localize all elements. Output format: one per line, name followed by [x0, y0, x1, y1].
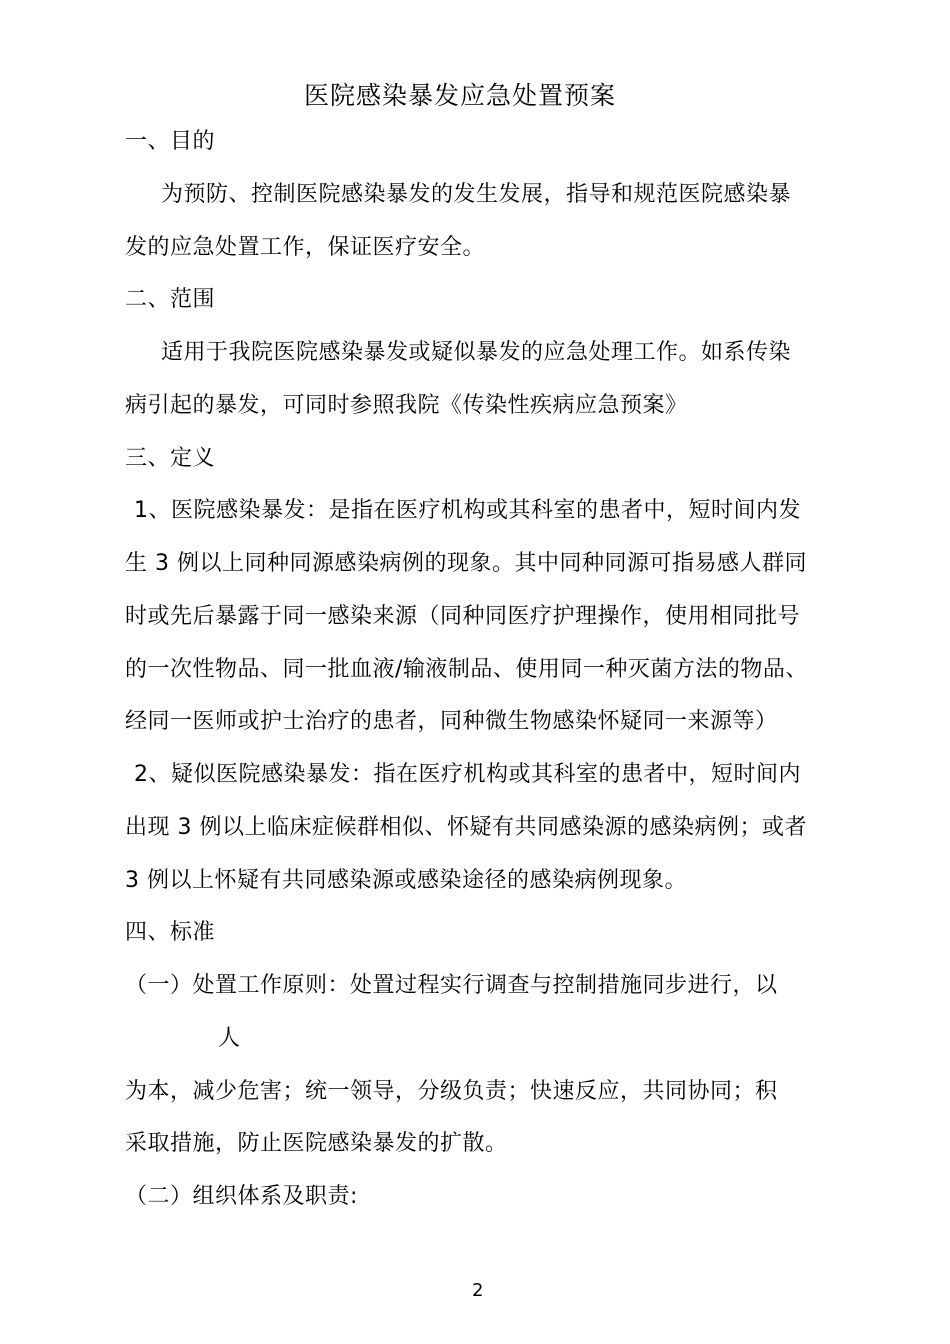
definition-line: 出现 3 例以上临床症候群相似、怀疑有共同感染源的感染病例；或者	[125, 815, 807, 840]
standard-line: （一）处置工作原则：处置过程实行调查与控制措施同步进行，以	[125, 973, 778, 998]
definition-line: 时或先后暴露于同一感染来源（同种同医疗护理操作，使用相同批号	[125, 604, 801, 629]
document-title: 医院感染暴发应急处置预案	[304, 81, 617, 110]
section-heading-standard: 四、标准	[125, 920, 216, 945]
definition-line: 1、医院感染暴发：是指在医疗机构或其科室的患者中，短时间内发	[134, 498, 801, 523]
definition-line: 2、疑似医院感染暴发：指在医疗机构或其科室的患者中，短时间内	[134, 762, 801, 787]
definition-line: 的一次性物品、同一批血液/输液制品、使用同一种灭菌方法的物品、	[125, 657, 808, 682]
standard-line: 人	[218, 1026, 241, 1051]
standard-line: （二）组织体系及职责:	[125, 1184, 358, 1209]
standard-line: 为本，减少危害；统一领导，分级负责；快速反应，共同协同；积	[125, 1079, 778, 1104]
paragraph-line: 病引起的暴发，可同时参照我院《传染性疾病应急预案》	[125, 393, 688, 418]
page-number: 2	[472, 1280, 484, 1301]
paragraph-line: 适用于我院医院感染暴发或疑似暴发的应急处理工作。如系传染	[161, 340, 792, 365]
paragraph-line: 发的应急处置工作，保证医疗安全。	[125, 235, 486, 260]
definition-line: 3 例以上怀疑有共同感染源或感染途径的感染病例现象。	[125, 868, 687, 893]
standard-line: 采取措施，防止医院感染暴发的扩散。	[125, 1131, 508, 1156]
definition-line: 经同一医师或护士治疗的患者，同种微生物感染怀疑同一来源等）	[125, 709, 778, 734]
section-heading-scope: 二、范围	[125, 287, 216, 312]
section-heading-definition: 三、定义	[125, 446, 216, 471]
definition-line: 生 3 例以上同种同源感染病例的现象。其中同种同源可指易感人群同	[125, 551, 807, 576]
paragraph-line: 为预防、控制医院感染暴发的发生发展，指导和规范医院感染暴	[161, 182, 792, 207]
section-heading-purpose: 一、目的	[125, 129, 216, 154]
